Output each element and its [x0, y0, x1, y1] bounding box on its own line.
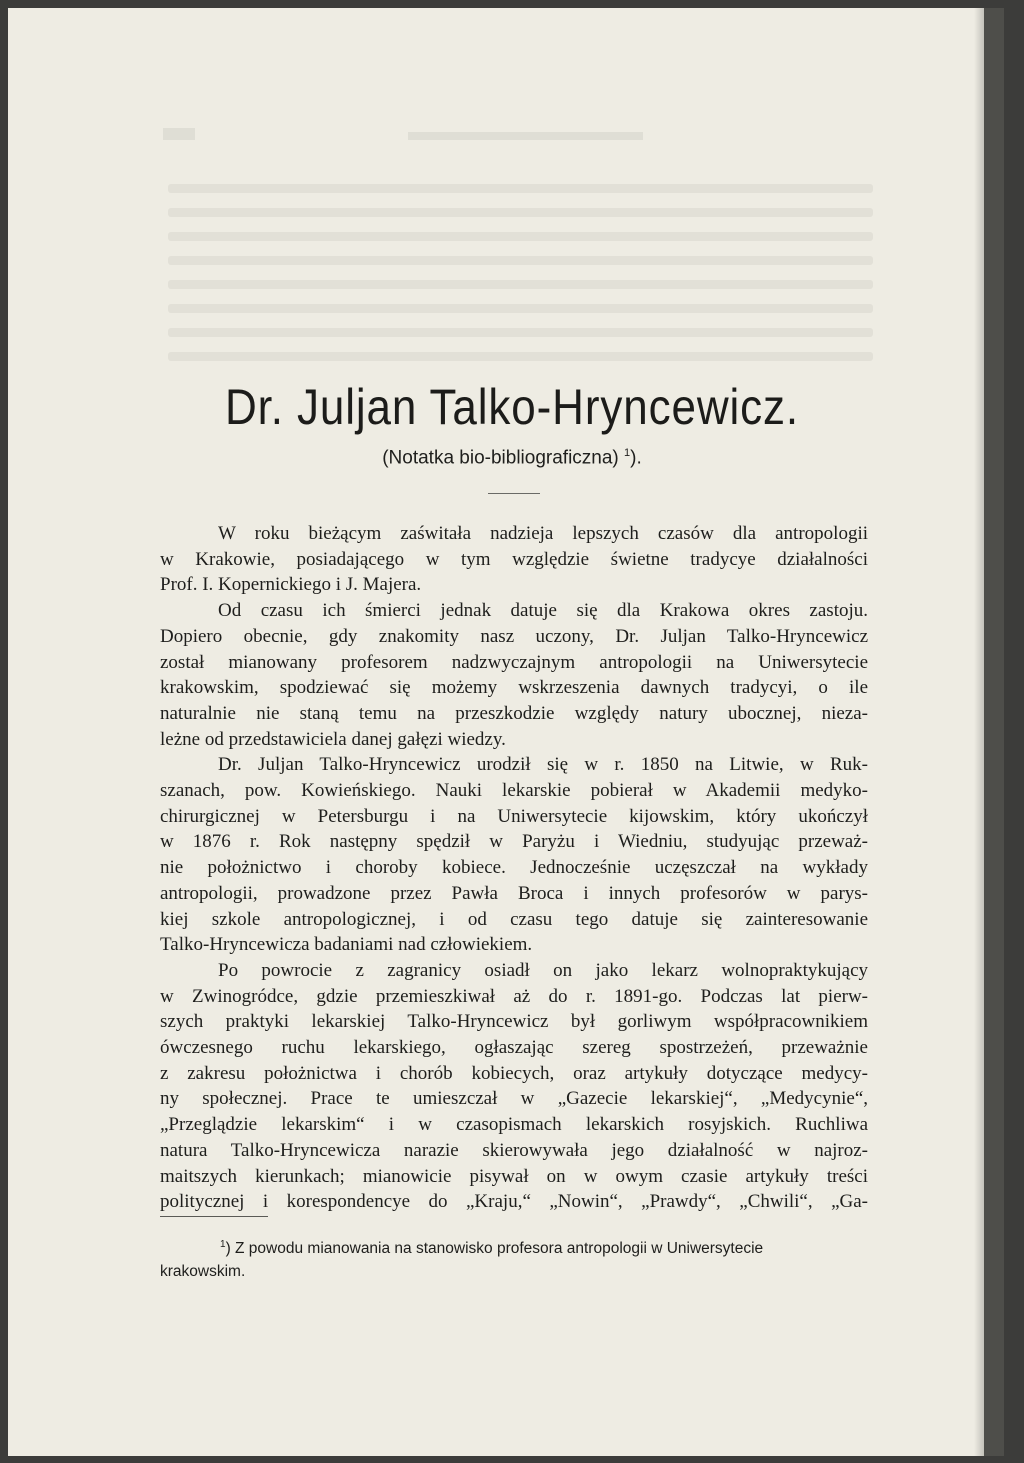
bleed-through-line [168, 352, 873, 361]
text-line: został mianowany profesorem nadzwyczajnym antropologii na Uniwersytecie [160, 651, 868, 673]
text-line: ówczesnego ruchu lekarskiego, ogłaszając szereg spostrzeżeń, przeważnie [160, 1037, 868, 1059]
text-line: W roku bieżącym zaświtała nadzieja lepszych czasów dla antropologii [218, 523, 868, 544]
bleed-through-line [168, 304, 873, 313]
text-line: szych praktyki lekarskiej Talko-Hryncewicz był gorliwym współpracownikiem [160, 1011, 868, 1033]
text-line: politycznej i korespondencye do „Kraju,“ „Nowin“, „Prawdy“, „Chwili“, „Ga- [160, 1191, 868, 1213]
page-gutter-shadow [974, 8, 984, 1456]
text-line: natura Talko-Hryncewicza narazie skierowywała jego działalność w najroz- [160, 1139, 868, 1161]
text-line: Dopiero obecnie, gdy znakomity nasz uczony, Dr. Juljan Talko-Hryncewicz [160, 625, 868, 647]
bleed-through-line [168, 184, 873, 193]
text-line: nie położnictwo i choroby kobiece. Jednocześnie uczęszczał na wykłady [160, 857, 868, 879]
bleed-through-running-head [408, 132, 643, 140]
footnote-rule [160, 1216, 268, 1217]
bleed-through-line [168, 280, 873, 289]
bleed-through-line [168, 232, 873, 241]
text-line: Prof. I. Kopernickiego i J. Majera. [160, 574, 422, 596]
bleed-through-line [168, 256, 873, 265]
subtitle-footnote-mark: 1 [624, 447, 631, 459]
footnote-line-continued: krakowskim. [160, 1263, 246, 1281]
text-line: leżne od przedstawiciela danej gałęzi wiedzy. [160, 728, 506, 750]
text-line: ny społecznej. Prace te umieszczał w „Gazecie lekarskiej“, „Medycynie“, [160, 1088, 868, 1110]
article-subtitle: (Notatka bio-bibliograficzna) $^1$). [382, 447, 642, 469]
text-line: „Przeglądzie lekarskim“ i w czasopismach lekarskich rosyjskich. Ruchliwa [160, 1114, 868, 1136]
text-line: w Zwinogródce, gdzie przemieszkiwał aż do r. 1891-go. Podczas lat pierw- [160, 985, 868, 1007]
text-line: chirurgicznej w Petersburgu i na Uniwersytecie kijowskim, który ukończył [160, 805, 868, 827]
text-line: szanach, pow. Kowieńskiego. Nauki lekarskie pobierał w Akademii medyko- [160, 780, 868, 802]
text-line: Od czasu ich śmierci jednak datuje się dla Krakowa okres zastoju. [218, 600, 868, 622]
footnote-mark: 1 [220, 1239, 226, 1250]
text-line: Po powrocie z zagranicy osiadł on jako lekarz wolnopraktykujący [218, 959, 868, 981]
subtitle-text: (Notatka bio-bibliograficzna) [382, 447, 619, 469]
article-body [160, 521, 868, 1215]
footnote-line [160, 1233, 868, 1260]
text-line: Dr. Juljan Talko-Hryncewicz urodził się w r. 1850 na Litwie, w Ruk- [218, 754, 868, 776]
text-line: naturalnie nie staną temu na przeszkodzie względy natury ubocznej, nieza- [160, 702, 868, 724]
text-line: kiej szkole antropologicznej, i od czasu tego datuje się zainteresowanie [160, 908, 868, 930]
text-line: maitszych kierunkach; mianowicie pisywał on w owym czasie artykuły treści [160, 1165, 868, 1187]
bleed-through-line [168, 208, 873, 217]
binding-edge [984, 8, 1004, 1456]
text-line: w 1876 r. Rok następny spędził w Paryżu i Wiedniu, studyując przeważ- [160, 831, 868, 853]
bleed-through-line [168, 328, 873, 337]
footnote-text: ) Z powodu mianowania na stanowisko profesora antropologii w Uniwersytecie [225, 1240, 764, 1258]
text-line: w Krakowie, posiadającego w tym względzie świetne tradycye działalności [160, 548, 868, 570]
text-line: krakowskim, spodziewać się możemy wskrzeszenia dawnych tradycyi, o ile [160, 677, 868, 699]
text-line: z zakresu położnictwa i chorób kobiecych, oraz artykuły dotyczące medycy- [160, 1062, 868, 1084]
bleed-through-page-number [163, 128, 195, 140]
footnote [160, 1233, 868, 1283]
title-rule [488, 493, 540, 494]
text-line: antropologii, prowadzone przez Pawła Broca i innych profesorów w parys- [160, 882, 868, 904]
text-line: Talko-Hryncewicza badaniami nad człowiekiem. [160, 934, 533, 956]
article-title: Dr. Juljan Talko-Hryncewicz. [224, 379, 800, 435]
